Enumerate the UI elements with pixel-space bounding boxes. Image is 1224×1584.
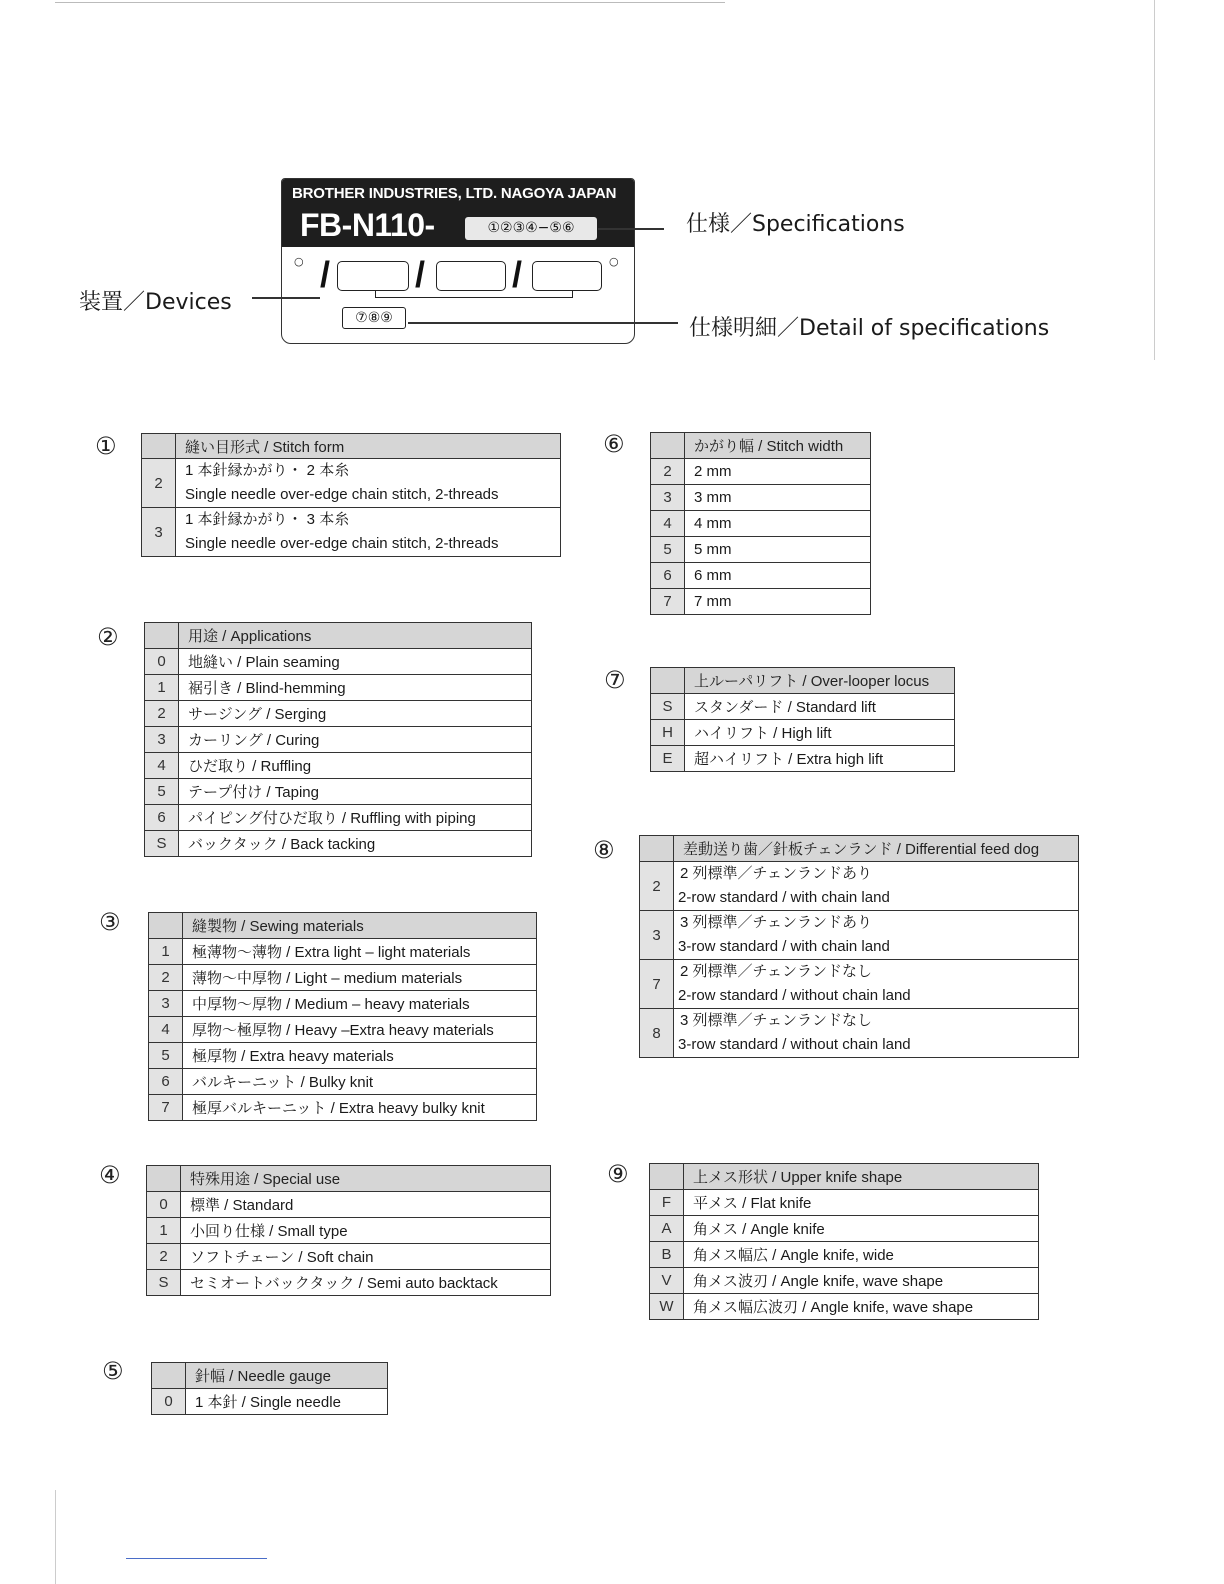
over-looper-table	[650, 667, 955, 772]
table-row: W 角メス幅広波刃 / Angle knife, wave shape	[650, 1294, 1039, 1320]
section-number: ③	[99, 908, 121, 936]
page-edge-left	[55, 1490, 56, 1584]
table-row: 3 カーリング / Curing	[145, 727, 532, 753]
table-row: 3 1 本針縁かがり・ 3 本糸 Single needle over-edge chain stitch, 2-threads	[142, 508, 561, 557]
plate-slash: /	[415, 254, 426, 295]
callout-detail: 仕様明細／Detail of specifications	[689, 316, 1050, 341]
table-row: 2 1 本針縁かがり・ 2 本糸 Single needle over-edge chain stitch, 2-threads	[142, 459, 561, 508]
section-number: ②	[97, 623, 119, 651]
table-row: V 角メス波刃 / Angle knife, wave shape	[650, 1268, 1039, 1294]
table-header: かがり幅 / Stitch width	[685, 433, 871, 459]
table-row: 1 裾引き / Blind-hemming	[145, 675, 532, 701]
plate-slash: /	[320, 254, 331, 295]
table-header: 差動送り歯／針板チェンランド / Differential feed dog	[674, 836, 1079, 862]
device-box-2	[436, 261, 506, 291]
page-edge-right	[1154, 0, 1155, 360]
table-row: 5 5 mm	[651, 537, 871, 563]
table-row: S スタンダード / Standard lift	[651, 694, 955, 720]
table-header: 上メス形状 / Upper knife shape	[684, 1164, 1039, 1190]
table-row: 4 ひだ取り / Ruffling	[145, 753, 532, 779]
feed-dog-table	[639, 835, 1079, 1058]
table-row: 0 地縫い / Plain seaming	[145, 649, 532, 675]
device-box-1	[337, 261, 409, 291]
table-row: 2 薄物〜中厚物 / Light – medium materials	[149, 965, 537, 991]
section-number: ⑥	[603, 430, 625, 458]
table-row: 5 テープ付け / Taping	[145, 779, 532, 805]
table-row: 7 2 列標準／チェンランドなし 2-row standard / without chain land	[640, 960, 1079, 1009]
section-number: ⑨	[607, 1160, 629, 1188]
table-row: S セミオートバックタック / Semi auto backtack	[147, 1270, 551, 1296]
table-row: S バックタック / Back tacking	[145, 831, 532, 857]
table-row: E 超ハイリフト / Extra high lift	[651, 746, 955, 772]
table-row: 2 2 列標準／チェンランドあり 2-row standard / with chain land	[640, 862, 1079, 911]
plate-model: FB-N110-	[300, 207, 435, 243]
upper-knife-table	[649, 1163, 1039, 1320]
callout-devices: 装置／Devices	[79, 290, 232, 315]
stitch-width-table	[650, 432, 871, 615]
plate-detail-code: ⑦⑧⑨	[342, 307, 406, 329]
table-row: B 角メス幅広 / Angle knife, wide	[650, 1242, 1039, 1268]
stitch-form-table	[141, 433, 561, 557]
table-header: 上ルーパリフト / Over-looper locus	[685, 668, 955, 694]
detail-leader-line	[408, 322, 678, 324]
table-header: 縫製物 / Sewing materials	[183, 913, 537, 939]
section-number: ⑤	[102, 1357, 124, 1385]
table-row: F 平メス / Flat knife	[650, 1190, 1039, 1216]
name-plate	[281, 178, 635, 344]
table-row: 2 2 mm	[651, 459, 871, 485]
sewing-materials-table	[148, 912, 537, 1121]
table-row: 3 3 mm	[651, 485, 871, 511]
table-row: 4 4 mm	[651, 511, 871, 537]
screw-right-icon: ○	[609, 255, 619, 268]
footer-line	[126, 1558, 267, 1559]
page-edge-top	[55, 2, 725, 3]
device-box-3	[532, 261, 602, 291]
table-row: 6 6 mm	[651, 563, 871, 589]
needle-gauge-table	[151, 1362, 388, 1415]
table-row: 6 バルキーニット / Bulky knit	[149, 1069, 537, 1095]
special-use-table	[146, 1165, 551, 1296]
table-row: 0 標準 / Standard	[147, 1192, 551, 1218]
table-row: 1 極薄物〜薄物 / Extra light – light materials	[149, 939, 537, 965]
table-row: 2 サージング / Serging	[145, 701, 532, 727]
table-row: 2 ソフトチェーン / Soft chain	[147, 1244, 551, 1270]
table-header: 縫い目形式 / Stitch form	[176, 434, 561, 459]
table-row: 4 厚物〜極厚物 / Heavy –Extra heavy materials	[149, 1017, 537, 1043]
section-number: ①	[95, 432, 117, 460]
screw-left-icon: ○	[294, 255, 304, 268]
plate-slash: /	[512, 254, 523, 295]
table-row: 7 7 mm	[651, 589, 871, 615]
table-row: 3 3 列標準／チェンランドあり 3-row standard / with chain land	[640, 911, 1079, 960]
device-leader-line	[252, 297, 320, 299]
table-header: 特殊用途 / Special use	[181, 1166, 551, 1192]
section-number: ④	[99, 1161, 121, 1189]
plate-spec-code: ①②③④−⑤⑥	[465, 217, 597, 240]
table-row: 5 極厚物 / Extra heavy materials	[149, 1043, 537, 1069]
callout-specifications: 仕様／Specifications	[686, 212, 905, 237]
table-header: 針幅 / Needle gauge	[186, 1363, 388, 1389]
table-row: 0 1 本針 / Single needle	[152, 1389, 388, 1415]
table-row: 1 小回り仕様 / Small type	[147, 1218, 551, 1244]
plate-maker: BROTHER INDUSTRIES, LTD. NAGOYA JAPAN	[292, 185, 617, 202]
table-header: 用途 / Applications	[179, 623, 532, 649]
table-row: H ハイリフト / High lift	[651, 720, 955, 746]
section-number: ⑦	[604, 666, 626, 694]
table-row: 6 パイピング付ひだ取り / Ruffling with piping	[145, 805, 532, 831]
table-row: A 角メス / Angle knife	[650, 1216, 1039, 1242]
applications-table	[144, 622, 532, 857]
table-row: 3 中厚物〜厚物 / Medium – heavy materials	[149, 991, 537, 1017]
spec-leader-line	[598, 228, 664, 230]
table-row: 7 極厚バルキーニット / Extra heavy bulky knit	[149, 1095, 537, 1121]
table-row: 8 3 列標準／チェンランドなし 3-row standard / without chain land	[640, 1009, 1079, 1058]
section-number: ⑧	[593, 836, 615, 864]
device-bracket	[375, 291, 573, 298]
